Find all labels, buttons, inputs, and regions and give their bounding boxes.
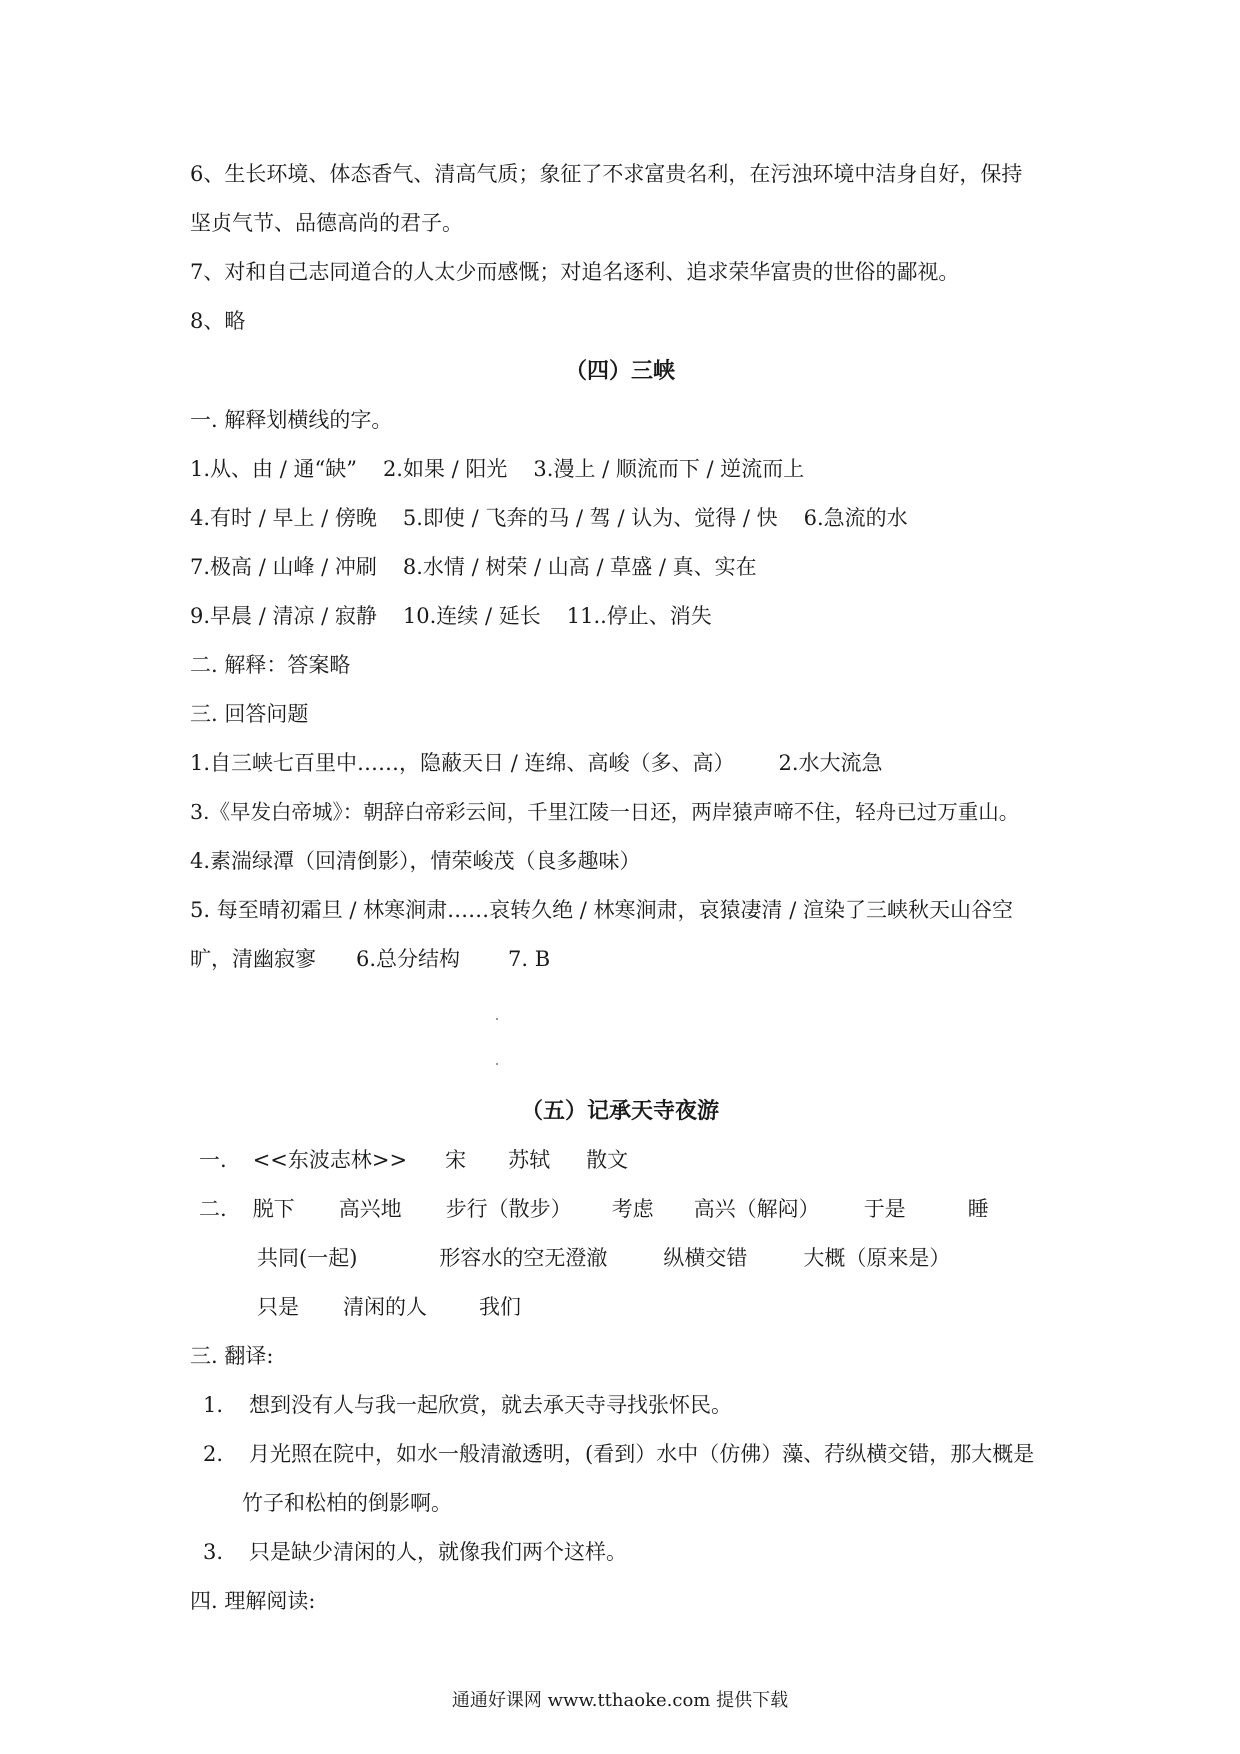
item: 旷，清幽寂寥	[190, 947, 316, 971]
item: 只是	[257, 1295, 299, 1319]
item: 苏轼	[508, 1148, 551, 1172]
item: 3.漫上 / 顺流而下 / 逆流而上	[533, 457, 805, 481]
item: 脱下	[252, 1197, 295, 1221]
sec4-row-1	[190, 457, 804, 482]
item: 大概（原来是）	[803, 1246, 951, 1270]
item-text: 只是缺少清闲的人，就像我们两个这样。	[249, 1540, 628, 1564]
sec5-part-3-heading: 三. 翻译:	[190, 1344, 274, 1368]
scan-speck	[496, 1018, 498, 1020]
item: 4.有时 / 早上 / 傍晚	[190, 506, 377, 530]
item: 7. B	[508, 947, 551, 971]
answer-6-line-1: 6、生长环境、体态香气、清高气质；象征了不求富贵名利，在污浊环境中洁身自好，保持	[190, 162, 1023, 186]
item: 高兴（解闷）	[693, 1197, 820, 1221]
item: 共同(一起)	[257, 1246, 358, 1270]
section-5-title: （五）记承天寺夜游	[520, 1098, 719, 1124]
answer-6-line-2: 坚贞气节、品德高尚的君子。	[190, 211, 463, 235]
item: 形容水的空无澄澈	[439, 1246, 608, 1270]
item: 考虑	[611, 1197, 654, 1221]
item: 于是	[863, 1197, 906, 1221]
sec5-part-2-row-3	[257, 1295, 521, 1320]
item: 我们	[479, 1295, 521, 1319]
item: <<东波志林>>	[252, 1148, 408, 1172]
sec4-part-1-heading: 一. 解释划横线的字。	[190, 408, 393, 432]
sec4-row-4	[190, 604, 712, 629]
sec4-answer-5-line-2	[190, 947, 550, 972]
sec5-part-1	[199, 1148, 628, 1173]
sec4-part-2-heading: 二. 解释：答案略	[190, 653, 351, 677]
item-number: 3.	[203, 1540, 224, 1564]
footer-credit: 通通好课网 www.tthaoke.com 提供下载	[451, 1690, 789, 1711]
scan-speck	[496, 1063, 498, 1065]
item: 11..停止、消失	[566, 604, 712, 628]
item: 散文	[586, 1148, 629, 1172]
answer-7: 7、对和自己志同道合的人太少而感慨；对追名逐利、追求荣华富贵的世俗的鄙视。	[190, 260, 960, 284]
item: 清闲的人	[343, 1295, 427, 1319]
section-4-title: （四）三峡	[564, 358, 675, 384]
sec5-translation-3	[203, 1540, 627, 1565]
item: 10.连续 / 延长	[402, 604, 541, 628]
sec4-row-2	[190, 506, 908, 531]
item: 9.早晨 / 清凉 / 寂静	[190, 604, 377, 628]
sec5-part-2-row-1	[199, 1197, 989, 1222]
sec4-answer-3: 3.《早发白帝城》：朝辞白帝彩云间，千里江陵一日还，两岸猿声啼不住，轻舟已过万重山。	[190, 800, 1020, 824]
item: 1.自三峡七百里中……，隐蔽天日 / 连绵、高峻（多、高）	[190, 751, 735, 775]
item-text: 想到没有人与我一起欣赏，就去承天寺寻找张怀民。	[249, 1393, 733, 1417]
item-text: 月光照在院中，如水一般清澈透明，(看到）水中（仿佛）藻、荇纵横交错，那大概是	[249, 1442, 1035, 1466]
sec4-answer-5-line-1: 5. 每至晴初霜旦 / 林寒涧肃……哀转久绝 / 林寒涧肃，哀猿凄清 / 渲染了三峡秋天山谷空	[190, 898, 1013, 922]
sec5-translation-1	[203, 1393, 732, 1418]
item: 5.即使 / 飞奔的马 / 驾 / 认为、觉得 / 快	[402, 506, 778, 530]
item-number: 1.	[203, 1393, 224, 1417]
item: 7.极高 / 山峰 / 冲刷	[190, 555, 377, 579]
item: 睡	[967, 1197, 989, 1221]
sec5-translation-2	[203, 1442, 1034, 1467]
item: 步行（散步）	[445, 1197, 572, 1221]
item-number: 2.	[203, 1442, 224, 1466]
item: 6.总分结构	[356, 947, 461, 971]
item: 8.水情 / 树荣 / 山高 / 草盛 / 真、实在	[402, 555, 757, 579]
sec5-translation-2-cont: 竹子和松柏的倒影啊。	[242, 1491, 452, 1515]
item: 6.急流的水	[803, 506, 908, 530]
item: 一.	[199, 1148, 227, 1172]
item: 纵横交错	[663, 1246, 748, 1270]
label: 二.	[199, 1197, 227, 1221]
item: 2.如果 / 阳光	[382, 457, 508, 481]
sec4-row-3	[190, 555, 757, 580]
item: 1.从、由 / 通“缺”	[190, 457, 357, 481]
item: 高兴地	[338, 1197, 402, 1221]
answer-8: 8、略	[190, 309, 246, 333]
item: 宋	[445, 1148, 467, 1172]
sec5-part-4-heading: 四. 理解阅读:	[190, 1589, 316, 1613]
sec5-part-2-row-2	[257, 1246, 950, 1271]
sec4-part-3-heading: 三. 回答问题	[190, 702, 309, 726]
item: 2.水大流急	[778, 751, 883, 775]
sec4-answer-4: 4.素湍绿潭（回清倒影），情荣峻茂（良多趣味）	[190, 849, 641, 873]
sec4-answer-1-2	[190, 751, 883, 776]
